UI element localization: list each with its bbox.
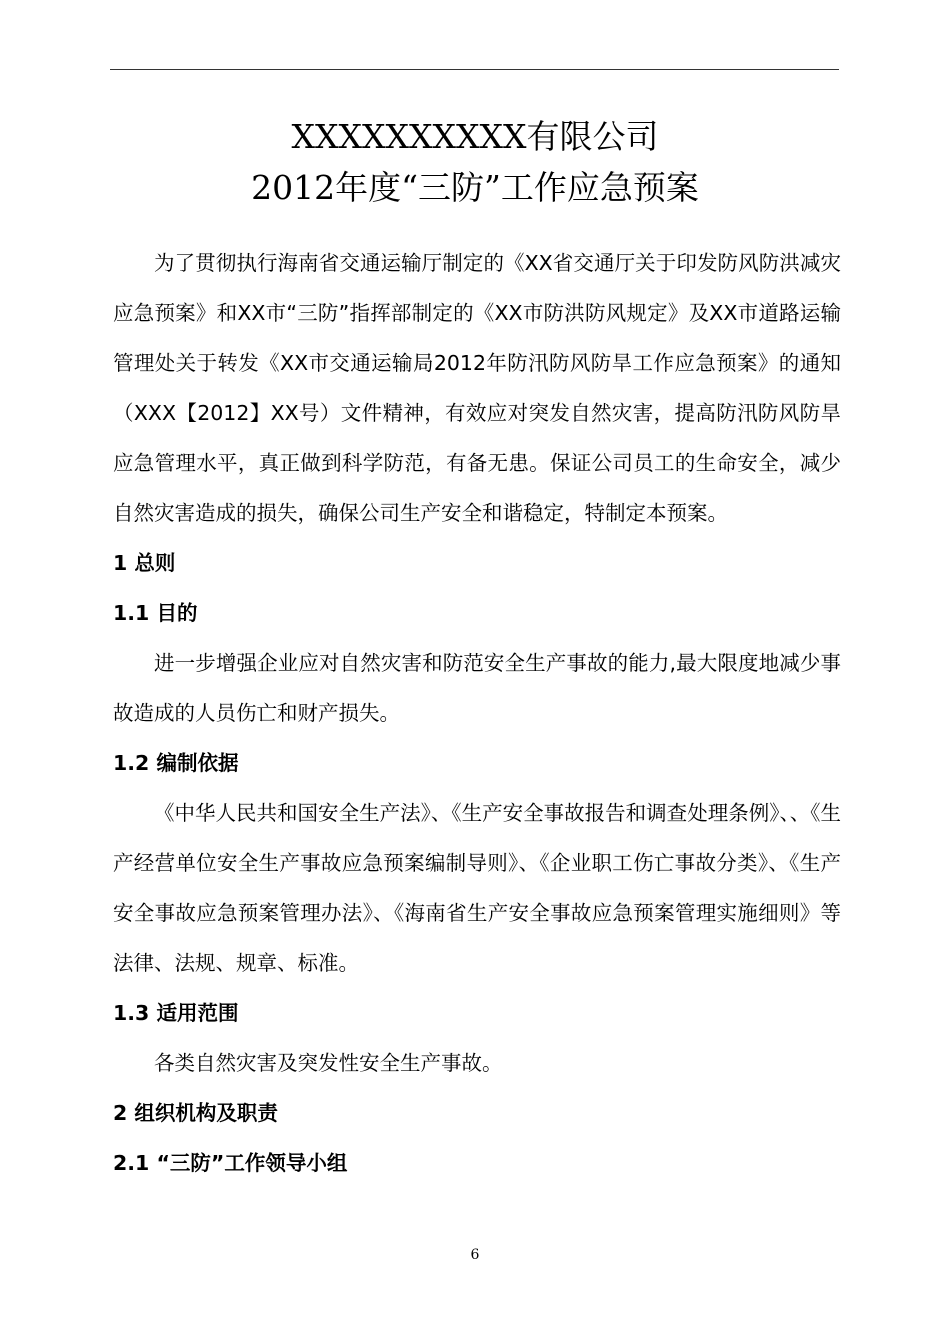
document-title-line2: 2012年度“三防”工作应急预案 [251, 168, 699, 207]
section-heading-general: 1 总则 [113, 551, 176, 575]
purpose-paragraph: 进一步增强企业应对自然灾害和防范安全生产事故的能力,最大限度地减少事故造成的人员伤亡和财产损失。 [113, 651, 841, 725]
basis-paragraph: 《中华人民共和国安全生产法》、《生产安全事故报告和调查处理条例》、、《生产经营单位安全生产事故应急预案编制导则》、《企业职工伤亡事故分类》、《生产安全事故应急预案管理办法》、《海南省生产安全事故应急预案管理实施细则》等法律、法规、规章、标准。 [113, 801, 841, 975]
section-heading-organization: 2 组织机构及职责 [113, 1101, 278, 1125]
scope-paragraph: 各类自然灾害及突发性安全生产事故。 [154, 1051, 503, 1075]
page-number: 6 [470, 1247, 480, 1263]
header-rule [110, 69, 839, 70]
document-title-line1: XXXXXXXXXX有限公司 [291, 117, 659, 156]
document-body [113, 238, 841, 1188]
intro-paragraph: 为了贯彻执行海南省交通运输厅制定的《XX省交通厅关于印发防风防洪减灾应急预案》和XX市“三防”指挥部制定的《XX市防洪防风规定》及XX市道路运输管理处关于转发《XX市交通运输局2012年防汛防风防旱工作应急预案》的通知（XXX【2012】XX号）文件精神，有效应对突发自然灾害，提高防汛防风防旱应急管理水平，真正做到科学防范，有备无患。保证公司员工的生命安全，减少自然灾害造成的损失，确保公司生产安全和谐稳定，特制定本预案。 [113, 251, 841, 525]
section-heading-basis: 1.2 编制依据 [113, 751, 239, 775]
section-heading-leading-group: 2.1 “三防”工作领导小组 [113, 1151, 348, 1175]
section-heading-purpose: 1.1 目的 [113, 601, 198, 625]
section-heading-scope: 1.3 适用范围 [113, 1001, 239, 1025]
